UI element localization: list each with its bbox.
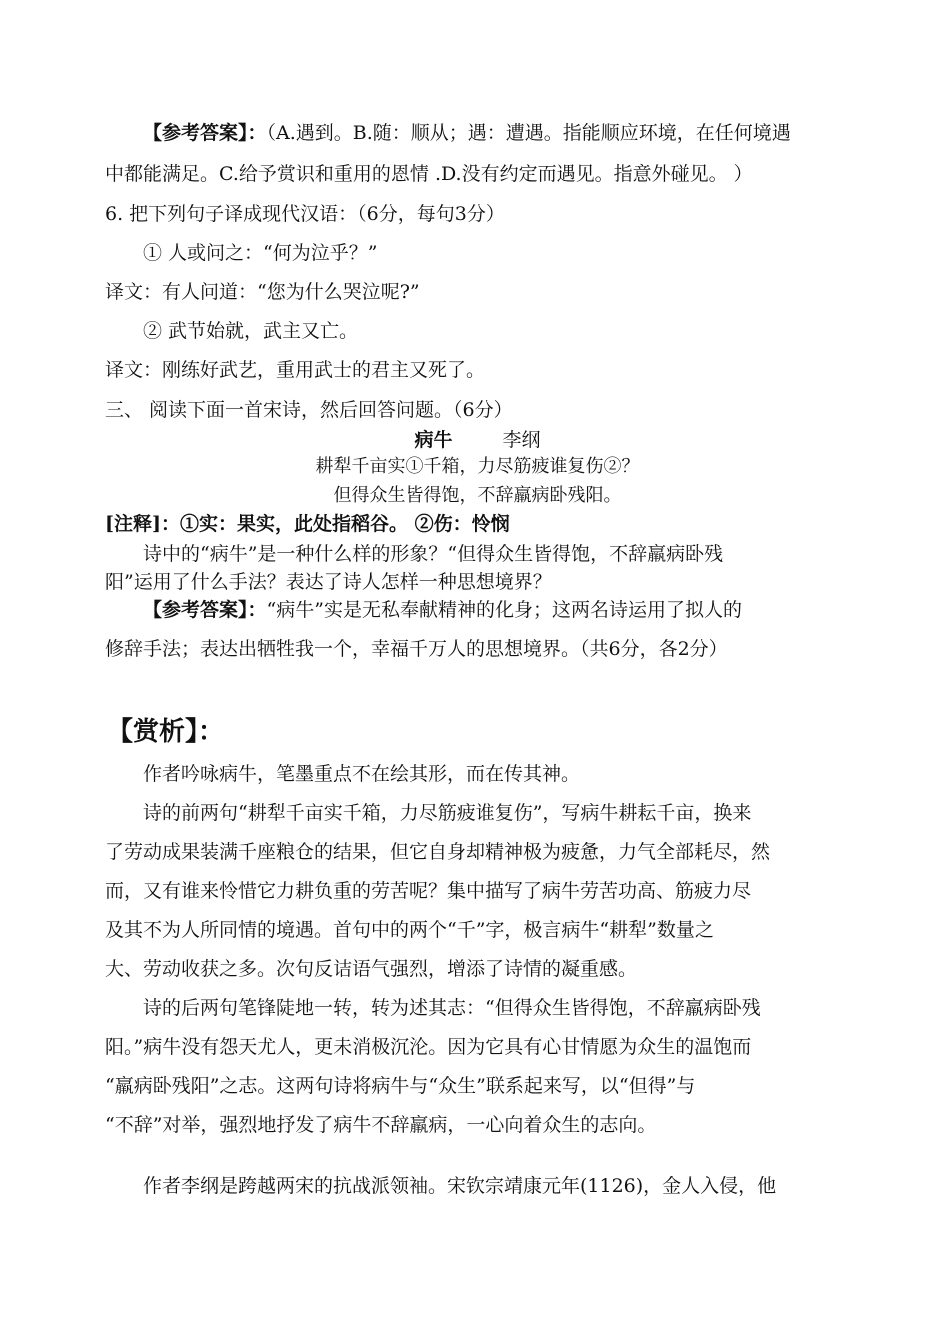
poem-line-2: 但得众生皆得饱，不辞羸病卧残阳。 [333, 485, 622, 506]
poem-line-1: 耕犁千亩实①千箱，力尽筋疲谁复伤②？ [315, 456, 640, 477]
appreciation-p3-l2: 阳。”病牛没有怨天尤人，更未消极沉沦。因为它具有心甘情愿为众生的温饱而 [105, 1036, 752, 1058]
section3-answer-line-2: 修辞手法；表达出牺牲我一个，幸福千万人的思想境界。（共6分，各2分） [105, 638, 728, 660]
q6-sentence-1: ① 人或问之：“何为泣乎？” [143, 242, 378, 264]
poem-title: 病牛 [414, 429, 453, 451]
question-line-1: 诗中的“病牛”是一种什么样的形象？“但得众生皆得饱，不辞羸病卧残 [143, 543, 724, 565]
appreciation-p2-l4: 及其不为人所同情的境遇。首句中的两个“千”字，极言病牛“耕犁”数量之 [105, 919, 714, 941]
appreciation-p4-l1: 作者李纲是跨越两宋的抗战派领袖。宋钦宗靖康元年(1126)，金人入侵，他 [143, 1175, 777, 1197]
section3-answer-label: 【参考答案】： [143, 599, 267, 621]
appreciation-heading: 【赏析】： [107, 717, 225, 747]
appreciation-p2-l2: 了劳动成果装满千座粮仓的结果，但它自身却精神极为疲惫，力气全部耗尽，然 [105, 841, 771, 863]
section3-answer-line-1 [143, 598, 850, 622]
appreciation-p2-l3: 而，又有谁来怜惜它力耕负重的劳苦呢？集中描写了病牛劳苦功高、筋疲力尽 [105, 880, 752, 902]
answer-line-1 [143, 121, 850, 145]
poem-note: [注释]：①实：果实，此处指稻谷。 ②伤：怜悯 [105, 513, 510, 535]
q6-heading: 6. 把下列句子译成现代汉语：（6分，每句3分） [105, 203, 505, 225]
poem-author: 李纲 [502, 429, 541, 451]
poem-title-row [105, 428, 850, 452]
answer-text: （A.遇到。B.随：顺从；遇：遭遇。指能顺应环境，在任何境遇 [266, 122, 791, 144]
appreciation-p1: 作者吟咏病牛，笔墨重点不在绘其形，而在传其神。 [143, 763, 581, 785]
answer-label: 【参考答案】： [143, 122, 267, 144]
answer-line-2: 中都能满足。C.给予赏识和重用的恩情 .D.没有约定而遇见。指意外碰见。 ） [105, 163, 753, 185]
question-line-2: 阳”运用了什么手法？表达了诗人怎样一种思想境界？ [105, 571, 552, 593]
section3-answer-text: “病牛”实是无私奉献精神的化身；这两名诗运用了拟人的 [266, 599, 742, 621]
appreciation-p3-l3: “羸病卧残阳”之志。这两句诗将病牛与“众生”联系起来写，以“但得”与 [105, 1075, 696, 1097]
appreciation-p2-l1: 诗的前两句“耕犁千亩实千箱，力尽筋疲谁复伤”，写病牛耕耘千亩，换来 [143, 802, 752, 824]
appreciation-p3-l1: 诗的后两句笔锋陡地一转，转为述其志：“但得众生皆得饱，不辞羸病卧残 [143, 997, 761, 1019]
q6-sentence-2: ② 武节始就，武主又亡。 [143, 320, 359, 342]
q6-translation-2: 译文：刚练好武艺，重用武士的君主又死了。 [105, 359, 486, 381]
q6-translation-1: 译文：有人问道：“您为什么哭泣呢?” [105, 281, 420, 303]
appreciation-p2-l5: 大、劳动收获之多。次句反诘语气强烈，增添了诗情的凝重感。 [105, 958, 638, 980]
appreciation-p3-l4: “不辞”对举，强烈地抒发了病牛不辞羸病，一心向着众生的志向。 [105, 1114, 657, 1136]
section3-heading: 三、 阅读下面一首宋诗，然后回答问题。（6分） [105, 399, 513, 421]
